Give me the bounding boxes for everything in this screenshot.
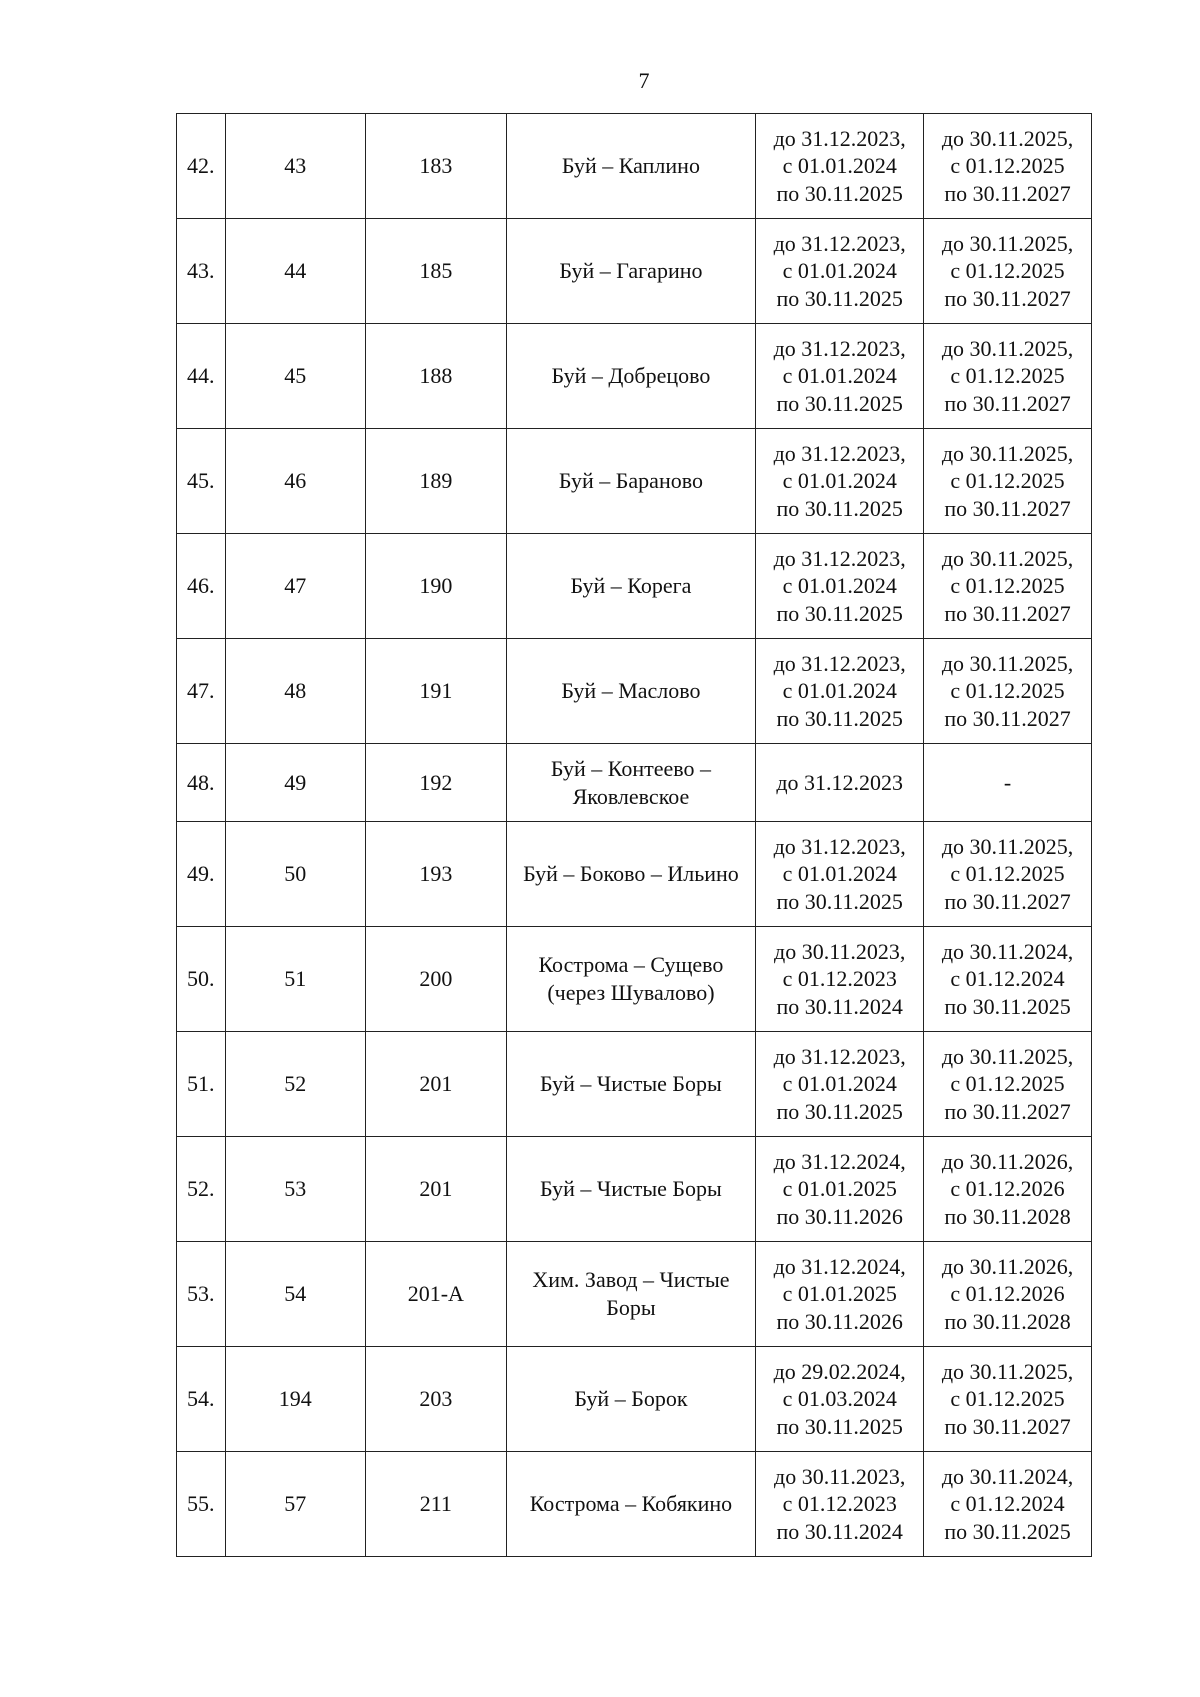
date-line: по 30.11.2026: [776, 1203, 903, 1229]
date-line: с 01.01.2024: [782, 1071, 897, 1097]
date-line: с 01.12.2024: [950, 966, 1065, 992]
row-index-cell: [177, 324, 226, 429]
route-name-cell: [506, 1137, 756, 1242]
date-line: с 01.12.2025: [950, 153, 1065, 179]
period-current-cell: [756, 429, 924, 534]
row-index-text: 49.: [187, 861, 215, 886]
date-line: по 30.11.2027: [944, 285, 1071, 311]
date-line: с 01.01.2024: [782, 363, 897, 389]
date-line: до 30.11.2023,: [774, 1463, 906, 1489]
date-line: до 31.12.2023: [776, 769, 904, 795]
date-line: по 30.11.2025: [776, 495, 903, 521]
row-index-cell: [177, 114, 226, 219]
registry-number-cell: [225, 927, 366, 1032]
date-line: по 30.11.2027: [944, 1413, 1071, 1439]
date-line: до 31.12.2023,: [773, 545, 906, 571]
date-line: по 30.11.2026: [776, 1308, 903, 1334]
date-line: по 30.11.2025: [776, 180, 903, 206]
route-number-cell: [366, 639, 507, 744]
date-line: до 30.11.2025,: [941, 1043, 1074, 1069]
date-line: до 31.12.2023,: [773, 125, 906, 151]
registry-number-cell: [225, 114, 366, 219]
period-current-cell: [756, 744, 924, 822]
table-row: [177, 1452, 1092, 1557]
table-row: [177, 1032, 1092, 1137]
route-name-text: Хим. Завод – Чистые Боры: [532, 1267, 730, 1320]
route-name-cell: [506, 1452, 756, 1557]
row-index-cell: [177, 639, 226, 744]
table-row: [177, 822, 1092, 927]
route-number-cell: [366, 114, 507, 219]
date-line: по 30.11.2027: [944, 180, 1071, 206]
registry-number-text: 48: [284, 678, 307, 703]
registry-number-cell: [225, 324, 366, 429]
registry-number-text: 54: [284, 1281, 307, 1306]
row-index-cell: [177, 1032, 226, 1137]
registry-number-cell: [225, 219, 366, 324]
row-index-cell: [177, 1242, 226, 1347]
date-line: до 30.11.2025,: [941, 125, 1074, 151]
registry-number-text: 43: [284, 153, 307, 178]
date-line: по 30.11.2027: [944, 600, 1071, 626]
route-name-cell: [506, 639, 756, 744]
period-current-cell: [756, 534, 924, 639]
period-next-cell: [924, 744, 1092, 822]
route-name-text: Буй – Боково – Ильино: [523, 861, 739, 886]
date-line: по 30.11.2025: [944, 993, 1071, 1019]
date-line: по 30.11.2024: [776, 993, 903, 1019]
registry-number-text: 53: [284, 1176, 307, 1201]
date-line: с 01.01.2024: [782, 258, 897, 284]
period-next-cell: [924, 219, 1092, 324]
date-line: по 30.11.2024: [776, 1518, 903, 1544]
route-name-cell: [506, 534, 756, 639]
registry-number-cell: [225, 822, 366, 927]
date-line: по 30.11.2028: [944, 1308, 1071, 1334]
date-line: с 01.03.2024: [782, 1386, 897, 1412]
date-line: с 01.01.2024: [782, 573, 897, 599]
date-line: по 30.11.2027: [944, 888, 1071, 914]
period-current-cell: [756, 1032, 924, 1137]
date-line: до 30.11.2023,: [774, 938, 906, 964]
registry-number-cell: [225, 1242, 366, 1347]
route-name-cell: [506, 1032, 756, 1137]
route-number-text: 183: [419, 153, 453, 178]
period-next-cell: [924, 1347, 1092, 1452]
row-index-cell: [177, 822, 226, 927]
date-line: до 30.11.2025,: [941, 1358, 1074, 1384]
route-name-text: Кострома – Сущево (через Шувалово): [538, 952, 724, 1005]
registry-number-cell: [225, 429, 366, 534]
row-index-cell: [177, 534, 226, 639]
date-line: с 01.01.2024: [782, 678, 897, 704]
route-name-cell: [506, 219, 756, 324]
route-number-cell: [366, 1032, 507, 1137]
row-index-text: 55.: [187, 1491, 215, 1516]
route-name-text: Буй – Чистые Боры: [540, 1176, 722, 1201]
table-row: [177, 1242, 1092, 1347]
registry-number-text: 50: [284, 861, 307, 886]
registry-number-text: 47: [284, 573, 307, 598]
date-line: с 01.12.2026: [950, 1176, 1065, 1202]
route-number-cell: [366, 1452, 507, 1557]
date-line: по 30.11.2025: [776, 600, 903, 626]
registry-number-cell: [225, 1347, 366, 1452]
route-number-text: 211: [419, 1491, 452, 1516]
registry-number-cell: [225, 744, 366, 822]
period-current-cell: [756, 1347, 924, 1452]
row-index-cell: [177, 744, 226, 822]
registry-number-cell: [225, 534, 366, 639]
row-index-cell: [177, 1137, 226, 1242]
date-line: до 31.12.2024,: [773, 1148, 906, 1174]
row-index-text: 43.: [187, 258, 215, 283]
route-number-cell: [366, 1242, 507, 1347]
route-name-text: Буй – Каплино: [561, 153, 700, 178]
period-next-cell: [924, 1452, 1092, 1557]
date-line: с 01.01.2025: [782, 1176, 897, 1202]
date-line: по 30.11.2025: [776, 888, 903, 914]
registry-number-text: 45: [284, 363, 307, 388]
registry-number-cell: [225, 1137, 366, 1242]
date-line: с 01.12.2023: [782, 1491, 897, 1517]
date-line: до 30.11.2024,: [941, 938, 1074, 964]
period-current-cell: [756, 822, 924, 927]
date-line: по 30.11.2025: [776, 390, 903, 416]
period-current-cell: [756, 324, 924, 429]
table-row: [177, 1137, 1092, 1242]
row-index-text: 53.: [187, 1281, 215, 1306]
registry-number-text: 57: [284, 1491, 307, 1516]
date-line: с 01.12.2025: [950, 573, 1065, 599]
registry-number-text: 44: [284, 258, 307, 283]
date-line: по 30.11.2025: [944, 1518, 1071, 1544]
row-index-text: 46.: [187, 573, 215, 598]
date-line: с 01.12.2025: [950, 861, 1065, 887]
date-line: до 30.11.2025,: [941, 335, 1074, 361]
route-number-text: 191: [419, 678, 453, 703]
route-number-cell: [366, 324, 507, 429]
route-name-text: Буй – Чистые Боры: [540, 1071, 722, 1096]
route-number-text: 189: [419, 468, 453, 493]
date-line: с 01.12.2025: [950, 1386, 1065, 1412]
registry-number-text: 51: [284, 966, 307, 991]
period-next-cell: [924, 1242, 1092, 1347]
table-row: [177, 114, 1092, 219]
route-name-text: Буй – Добрецово: [551, 363, 711, 388]
period-next-cell: [924, 927, 1092, 1032]
date-line: с 01.01.2024: [782, 153, 897, 179]
row-index-text: 48.: [187, 769, 215, 795]
table-row: [177, 219, 1092, 324]
date-line: по 30.11.2027: [944, 495, 1071, 521]
route-number-cell: [366, 927, 507, 1032]
registry-number-cell: [225, 1452, 366, 1557]
date-line: до 30.11.2025,: [941, 650, 1074, 676]
route-number-text: 188: [419, 363, 453, 388]
route-number-cell: [366, 534, 507, 639]
date-line: по 30.11.2027: [944, 390, 1071, 416]
route-number-cell: [366, 429, 507, 534]
date-line: до 29.02.2024,: [773, 1358, 906, 1384]
row-index-text: 44.: [187, 363, 215, 388]
table-row: [177, 324, 1092, 429]
row-index-cell: [177, 219, 226, 324]
row-index-text: 47.: [187, 678, 215, 703]
date-line: по 30.11.2028: [944, 1203, 1071, 1229]
row-index-text: 45.: [187, 468, 215, 493]
date-line: до 30.11.2025,: [941, 230, 1074, 256]
registry-number-text: 52: [284, 1071, 307, 1096]
date-line: до 31.12.2023,: [773, 650, 906, 676]
route-name-cell: [506, 324, 756, 429]
registry-number-text: 194: [278, 1386, 312, 1411]
route-number-text: 192: [419, 769, 453, 795]
date-line: по 30.11.2025: [776, 705, 903, 731]
date-line: до 30.11.2025,: [941, 440, 1074, 466]
row-index-cell: [177, 927, 226, 1032]
table-row: [177, 534, 1092, 639]
route-number-cell: [366, 744, 507, 822]
period-next-cell: [924, 822, 1092, 927]
date-line: до 30.11.2026,: [941, 1148, 1074, 1174]
routes-table-body: [177, 114, 1092, 1557]
date-line: до 30.11.2025,: [941, 833, 1074, 859]
route-name-text: Буй – Маслово: [561, 678, 701, 703]
date-line: по 30.11.2027: [944, 1098, 1071, 1124]
period-next-cell: [924, 429, 1092, 534]
date-line: с 01.01.2024: [782, 861, 897, 887]
route-number-text: 201: [419, 1071, 453, 1096]
period-next-cell: [924, 324, 1092, 429]
period-current-cell: [756, 639, 924, 744]
route-number-text: 200: [419, 966, 453, 991]
row-index-text: 42.: [187, 153, 215, 178]
period-next-cell: [924, 639, 1092, 744]
route-name-text: Кострома – Кобякино: [529, 1491, 733, 1516]
route-name-cell: [506, 429, 756, 534]
route-number-text: 203: [419, 1386, 453, 1411]
table-row: [177, 1347, 1092, 1452]
period-current-cell: [756, 219, 924, 324]
period-next-cell: [924, 1032, 1092, 1137]
route-number-cell: [366, 1137, 507, 1242]
date-line: до 30.11.2025,: [941, 545, 1074, 571]
date-line: с 01.01.2024: [782, 468, 897, 494]
route-name-cell: [506, 1347, 756, 1452]
registry-number-text: 49: [284, 769, 307, 795]
date-line: с 01.12.2024: [950, 1491, 1065, 1517]
route-number-cell: [366, 822, 507, 927]
date-line: с 01.01.2025: [782, 1281, 897, 1307]
date-line: с 01.12.2025: [950, 258, 1065, 284]
period-next-cell: [924, 534, 1092, 639]
row-index-text: 52.: [187, 1176, 215, 1201]
row-index-text: 54.: [187, 1386, 215, 1411]
route-name-cell: [506, 927, 756, 1032]
route-name-cell: [506, 114, 756, 219]
routes-table: [176, 113, 1092, 1557]
period-current-cell: [756, 114, 924, 219]
date-line: до 31.12.2023,: [773, 230, 906, 256]
route-number-text: 201-А: [407, 1281, 464, 1306]
registry-number-cell: [225, 639, 366, 744]
period-current-cell: [756, 1242, 924, 1347]
date-line: по 30.11.2027: [944, 705, 1071, 731]
period-current-cell: [756, 1137, 924, 1242]
date-line: с 01.12.2025: [950, 1071, 1065, 1097]
date-line: до 31.12.2023,: [773, 440, 906, 466]
date-line: до 31.12.2023,: [773, 1043, 906, 1069]
date-line: до 31.12.2023,: [773, 833, 906, 859]
registry-number-cell: [225, 1032, 366, 1137]
date-line: -: [1003, 769, 1012, 795]
page-number: 7: [638, 68, 650, 93]
route-name-cell: [506, 744, 756, 822]
date-line: с 01.12.2023: [782, 966, 897, 992]
row-index-text: 50.: [187, 966, 215, 991]
route-number-cell: [366, 219, 507, 324]
route-number-text: 190: [419, 573, 453, 598]
date-line: до 30.11.2026,: [941, 1253, 1074, 1279]
date-line: до 31.12.2024,: [773, 1253, 906, 1279]
row-index-cell: [177, 1452, 226, 1557]
date-line: по 30.11.2025: [776, 1098, 903, 1124]
table-row: [177, 744, 1092, 822]
date-line: до 31.12.2023,: [773, 335, 906, 361]
table-row: [177, 429, 1092, 534]
route-number-cell: [366, 1347, 507, 1452]
table-row: [177, 927, 1092, 1032]
period-current-cell: [756, 927, 924, 1032]
date-line: до 30.11.2024,: [941, 1463, 1074, 1489]
route-name-text: Буй – Борок: [574, 1386, 688, 1411]
date-line: с 01.12.2026: [950, 1281, 1065, 1307]
route-name-cell: [506, 1242, 756, 1347]
route-name-text: Буй – Контеево – Яковлевское: [550, 755, 711, 809]
date-line: с 01.12.2025: [950, 363, 1065, 389]
period-next-cell: [924, 114, 1092, 219]
date-line: с 01.12.2025: [950, 468, 1065, 494]
period-current-cell: [756, 1452, 924, 1557]
row-index-cell: [177, 1347, 226, 1452]
route-name-cell: [506, 822, 756, 927]
row-index-text: 51.: [187, 1071, 215, 1096]
registry-number-text: 46: [284, 468, 307, 493]
period-next-cell: [924, 1137, 1092, 1242]
date-line: по 30.11.2025: [776, 285, 903, 311]
table-row: [177, 639, 1092, 744]
route-name-text: Буй – Корега: [570, 573, 692, 598]
date-line: по 30.11.2025: [776, 1413, 903, 1439]
route-number-text: 193: [419, 861, 453, 886]
row-index-cell: [177, 429, 226, 534]
route-number-text: 201: [419, 1176, 453, 1201]
route-name-text: Буй – Гагарино: [559, 258, 703, 283]
route-number-text: 185: [419, 258, 453, 283]
route-name-text: Буй – Бараново: [558, 468, 703, 493]
date-line: с 01.12.2025: [950, 678, 1065, 704]
